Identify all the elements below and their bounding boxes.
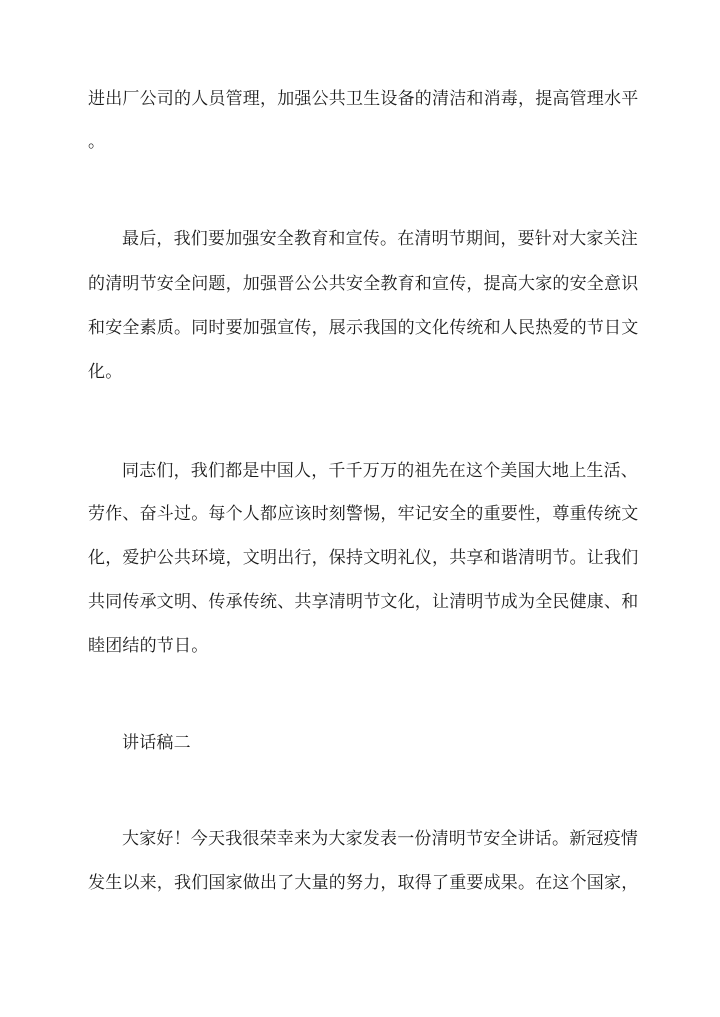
paragraph-line: 共同传承文明、传承传统、共享清明节文化，让清明节成为全民健康、和 (88, 592, 639, 612)
paragraph-line: 发生以来，我们国家做出了大量的努力，取得了重要成果。在这个国家， (88, 873, 639, 893)
paragraph-line: 同志们，我们都是中国人，千千万万的祖先在这个美国大地上生活、 (122, 461, 638, 481)
paragraph-line: 化。 (88, 362, 123, 382)
paragraph-line: 最后，我们要加强安全教育和宣传。在清明节期间，要针对大家关注 (122, 229, 638, 249)
paragraph-line: 进出厂公司的人员管理，加强公共卫生设备的清洁和消毒，提高管理水平 (88, 89, 639, 109)
paragraph-line: 和安全素质。同时要加强宣传，展示我国的文化传统和人民热爱的节日文 (88, 318, 639, 338)
paragraph-line: 。 (88, 132, 106, 152)
paragraph-line: 化，爱护公共环境，文明出行，保持文明礼仪，共享和谐清明节。让我们 (88, 548, 639, 568)
paragraph-line: 的清明节安全问题，加强晋公公共安全教育和宣传，提高大家的安全意识 (88, 274, 639, 294)
paragraph-line: 劳作、奋斗过。每个人都应该时刻警惕，牢记安全的重要性，尊重传统文 (88, 504, 639, 524)
paragraph-line: 大家好！今天我很荣幸来为大家发表一份清明节安全讲话。新冠疫情 (122, 829, 638, 849)
section-heading: 讲话稿二 (122, 733, 191, 753)
paragraph-line: 睦团结的节日。 (88, 636, 209, 656)
